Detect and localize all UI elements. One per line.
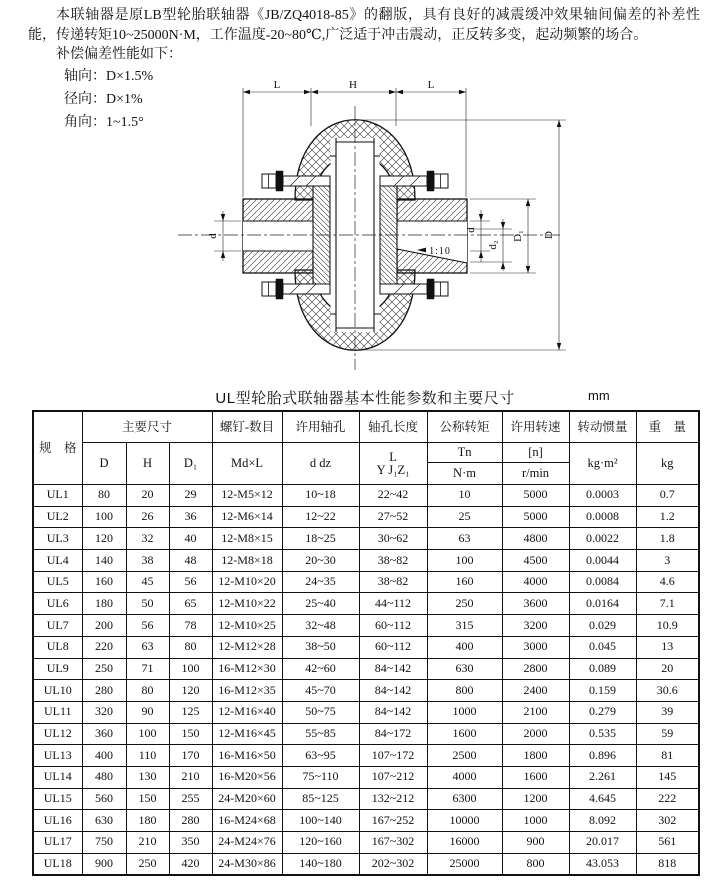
value-cell: 800 xyxy=(502,853,569,875)
value-cell: 38~82 xyxy=(359,571,427,593)
table-row xyxy=(33,832,699,854)
value-cell: 3 xyxy=(636,550,699,572)
value-cell: 220 xyxy=(82,636,126,658)
spec-cell: UL8 xyxy=(33,636,82,658)
table-row xyxy=(33,853,699,875)
value-cell: 20 xyxy=(636,658,699,680)
value-cell: 44~112 xyxy=(359,593,427,615)
header-bore-sub: d dz xyxy=(282,443,359,485)
value-cell: 1600 xyxy=(427,723,502,745)
value-cell: 12-M10×25 xyxy=(212,615,282,637)
value-cell: 0.0084 xyxy=(569,571,636,593)
value-cell: 12-M10×20 xyxy=(212,571,282,593)
value-cell: 1000 xyxy=(502,810,569,832)
table-row xyxy=(33,571,699,593)
value-cell: 420 xyxy=(169,853,212,875)
spec-cell: UL5 xyxy=(33,571,82,593)
value-cell: 45 xyxy=(126,571,169,593)
value-cell: 10000 xyxy=(427,810,502,832)
header-bore: 许用轴孔 xyxy=(282,411,359,443)
value-cell: 100 xyxy=(126,723,169,745)
value-cell: 250 xyxy=(126,853,169,875)
value-cell: 30~62 xyxy=(359,528,427,550)
table-row xyxy=(33,723,699,745)
value-cell: 630 xyxy=(82,810,126,832)
spec-cell: UL14 xyxy=(33,766,82,788)
value-cell: 18~25 xyxy=(282,528,359,550)
value-cell: 10 xyxy=(427,485,502,507)
header-screws: 螺钉-数目 xyxy=(212,411,282,443)
value-cell: 63 xyxy=(427,528,502,550)
value-cell: 0.045 xyxy=(569,636,636,658)
header-bore-length-sub xyxy=(359,443,427,485)
table-body xyxy=(33,485,699,875)
value-cell: 400 xyxy=(427,636,502,658)
spec-cell: UL9 xyxy=(33,658,82,680)
value-cell: 0.029 xyxy=(569,615,636,637)
table-row xyxy=(33,506,699,528)
value-cell: 84~142 xyxy=(359,680,427,702)
value-cell: 140 xyxy=(82,550,126,572)
header-speed-sym: [n] xyxy=(502,443,569,463)
value-cell: 1.8 xyxy=(636,528,699,550)
spec-cell: UL6 xyxy=(33,593,82,615)
value-cell: 2800 xyxy=(502,658,569,680)
right-shaft xyxy=(397,199,467,273)
value-cell: 12~22 xyxy=(282,506,359,528)
value-cell: 81 xyxy=(636,745,699,767)
value-cell: 900 xyxy=(502,832,569,854)
value-cell: 20~30 xyxy=(282,550,359,572)
value-cell: 27~52 xyxy=(359,506,427,528)
spec-cell: UL10 xyxy=(33,680,82,702)
spec-cell: UL12 xyxy=(33,723,82,745)
spec-cell: UL7 xyxy=(33,615,82,637)
value-cell: 107~172 xyxy=(359,745,427,767)
value-cell: 42~60 xyxy=(282,658,359,680)
header-speed-unit: r/min xyxy=(502,463,569,485)
perf-angular: 角向：1~1.5° xyxy=(64,114,144,130)
spec-cell: UL11 xyxy=(33,701,82,723)
bore-length-types: Y J₁Z₁ xyxy=(376,462,410,477)
value-cell: 80 xyxy=(82,485,126,507)
value-cell: 16-M16×50 xyxy=(212,745,282,767)
value-cell: 43.053 xyxy=(569,853,636,875)
value-cell: 78 xyxy=(169,615,212,637)
header-h: H xyxy=(126,443,169,485)
value-cell: 32~48 xyxy=(282,615,359,637)
parameters-table xyxy=(32,410,700,876)
dim-mid-length: H xyxy=(349,79,357,91)
value-cell: 56 xyxy=(126,615,169,637)
value-cell: 85~125 xyxy=(282,788,359,810)
value-cell: 38~50 xyxy=(282,636,359,658)
value-cell: 132~212 xyxy=(359,788,427,810)
header-torque: 公称转矩 xyxy=(427,411,502,443)
value-cell: 84~172 xyxy=(359,723,427,745)
value-cell: 29 xyxy=(169,485,212,507)
value-cell: 180 xyxy=(126,810,169,832)
table-row xyxy=(33,680,699,702)
table-row xyxy=(33,636,699,658)
value-cell: 750 xyxy=(82,832,126,854)
spec-cell: UL2 xyxy=(33,506,82,528)
value-cell: 250 xyxy=(427,593,502,615)
value-cell: 45~70 xyxy=(282,680,359,702)
value-cell: 3600 xyxy=(502,593,569,615)
value-cell: 2400 xyxy=(502,680,569,702)
value-cell: 60~112 xyxy=(359,615,427,637)
value-cell: 55~85 xyxy=(282,723,359,745)
taper-label: 1:10 xyxy=(429,246,451,257)
value-cell: 63 xyxy=(126,636,169,658)
table-row xyxy=(33,615,699,637)
value-cell: 210 xyxy=(126,832,169,854)
value-cell: 0.279 xyxy=(569,701,636,723)
value-cell: 0.0003 xyxy=(569,485,636,507)
value-cell: 50 xyxy=(126,593,169,615)
value-cell: 167~252 xyxy=(359,810,427,832)
spec-cell: UL3 xyxy=(33,528,82,550)
spec-cell: UL1 xyxy=(33,485,82,507)
spec-cell: UL17 xyxy=(33,832,82,854)
coupling-section-drawing xyxy=(0,78,726,390)
value-cell: 2100 xyxy=(502,701,569,723)
table-row xyxy=(33,593,699,615)
value-cell: 24-M24×76 xyxy=(212,832,282,854)
value-cell: 1000 xyxy=(427,701,502,723)
value-cell: 4000 xyxy=(427,766,502,788)
value-cell: 5000 xyxy=(502,506,569,528)
value-cell: 900 xyxy=(82,853,126,875)
table-row xyxy=(33,810,699,832)
value-cell: 1800 xyxy=(502,745,569,767)
value-cell: 25 xyxy=(427,506,502,528)
value-cell: 65 xyxy=(169,593,212,615)
table-row xyxy=(33,485,699,507)
header-spec: 规 格 xyxy=(33,411,82,485)
value-cell: 200 xyxy=(82,615,126,637)
spec-cell: UL15 xyxy=(33,788,82,810)
perf-radial: 径向：D×1% xyxy=(64,91,143,107)
table-row xyxy=(33,766,699,788)
table-row xyxy=(33,788,699,810)
value-cell: 255 xyxy=(169,788,212,810)
value-cell: 20 xyxy=(126,485,169,507)
spec-cell: UL4 xyxy=(33,550,82,572)
value-cell: 12-M16×45 xyxy=(212,723,282,745)
value-cell: 320 xyxy=(82,701,126,723)
value-cell: 170 xyxy=(169,745,212,767)
value-cell: 22~42 xyxy=(359,485,427,507)
value-cell: 0.0044 xyxy=(569,550,636,572)
value-cell: 10~18 xyxy=(282,485,359,507)
dim-bore-taper: d₂ xyxy=(487,240,499,250)
value-cell: 0.0022 xyxy=(569,528,636,550)
perf-intro: 补偿偏差性能如下： xyxy=(56,47,182,62)
value-cell: 13 xyxy=(636,636,699,658)
dim-hub-dia: D₁ xyxy=(512,230,524,242)
table-header xyxy=(33,411,699,485)
value-cell: 10.9 xyxy=(636,615,699,637)
value-cell: 80 xyxy=(126,680,169,702)
value-cell: 16-M12×35 xyxy=(212,680,282,702)
value-cell: 120~160 xyxy=(282,832,359,854)
value-cell: 125 xyxy=(169,701,212,723)
value-cell: 6300 xyxy=(427,788,502,810)
value-cell: 210 xyxy=(169,766,212,788)
dim-right-length: L xyxy=(427,79,435,91)
value-cell: 7.1 xyxy=(636,593,699,615)
value-cell: 280 xyxy=(169,810,212,832)
value-cell: 630 xyxy=(427,658,502,680)
value-cell: 38 xyxy=(126,550,169,572)
value-cell: 160 xyxy=(82,571,126,593)
value-cell: 280 xyxy=(82,680,126,702)
value-cell: 24-M20×60 xyxy=(212,788,282,810)
value-cell: 120 xyxy=(169,680,212,702)
value-cell: 12-M10×22 xyxy=(212,593,282,615)
table-unit: mm xyxy=(588,388,610,403)
value-cell: 12-M8×18 xyxy=(212,550,282,572)
header-speed: 许用转速 xyxy=(502,411,569,443)
value-cell: 38~82 xyxy=(359,550,427,572)
value-cell: 315 xyxy=(427,615,502,637)
value-cell: 167~302 xyxy=(359,832,427,854)
value-cell: 2500 xyxy=(427,745,502,767)
value-cell: 26 xyxy=(126,506,169,528)
value-cell: 0.089 xyxy=(569,658,636,680)
value-cell: 16-M24×68 xyxy=(212,810,282,832)
dim-bore-right: d xyxy=(465,227,477,233)
value-cell: 16000 xyxy=(427,832,502,854)
header-bore-length: 轴孔长度 xyxy=(359,411,427,443)
value-cell: 145 xyxy=(636,766,699,788)
value-cell: 360 xyxy=(82,723,126,745)
value-cell: 84~142 xyxy=(359,701,427,723)
header-d: D xyxy=(82,443,126,485)
header-main-dims: 主要尺寸 xyxy=(82,411,212,443)
value-cell: 8.092 xyxy=(569,810,636,832)
value-cell: 12-M16×40 xyxy=(212,701,282,723)
value-cell: 100 xyxy=(427,550,502,572)
value-cell: 80 xyxy=(169,636,212,658)
spec-cell: UL16 xyxy=(33,810,82,832)
value-cell: 120 xyxy=(82,528,126,550)
value-cell: 50~75 xyxy=(282,701,359,723)
value-cell: 350 xyxy=(169,832,212,854)
value-cell: 32 xyxy=(126,528,169,550)
value-cell: 400 xyxy=(82,745,126,767)
left-shaft xyxy=(243,199,313,273)
value-cell: 12-M6×14 xyxy=(212,506,282,528)
value-cell: 16-M20×56 xyxy=(212,766,282,788)
value-cell: 160 xyxy=(427,571,502,593)
table-title: UL型轮胎式联轴器基本性能参数和主要尺寸 xyxy=(215,390,515,407)
value-cell: 150 xyxy=(126,788,169,810)
value-cell: 30.6 xyxy=(636,680,699,702)
value-cell: 180 xyxy=(82,593,126,615)
header-weight: 重 量 xyxy=(636,411,699,443)
value-cell: 800 xyxy=(427,680,502,702)
header-torque-sym: Tn xyxy=(427,443,502,463)
value-cell: 60~112 xyxy=(359,636,427,658)
value-cell: 100~140 xyxy=(282,810,359,832)
table-row xyxy=(33,658,699,680)
value-cell: 1600 xyxy=(502,766,569,788)
intro-paragraph: 本联轴器是原LB型轮胎联轴器《JB/ZQ4018-85》的翻版，具有良好的减震缓冲效果轴间偏差的补差性能，传递转矩10~25000N·M，工作温度-20~80℃,广泛适于冲击震动，正反转多变，起动频繁的场合。 xyxy=(28,8,700,43)
value-cell: 40 xyxy=(169,528,212,550)
value-cell: 2000 xyxy=(502,723,569,745)
value-cell: 39 xyxy=(636,701,699,723)
value-cell: 560 xyxy=(82,788,126,810)
value-cell: 20.017 xyxy=(569,832,636,854)
value-cell: 2.261 xyxy=(569,766,636,788)
table-title-row xyxy=(32,387,698,407)
header-inertia: 转动惯量 xyxy=(569,411,636,443)
value-cell: 0.535 xyxy=(569,723,636,745)
value-cell: 90 xyxy=(126,701,169,723)
spec-cell: UL13 xyxy=(33,745,82,767)
value-cell: 202~302 xyxy=(359,853,427,875)
value-cell: 4.6 xyxy=(636,571,699,593)
header-weight-unit: kg xyxy=(636,443,699,485)
value-cell: 84~142 xyxy=(359,658,427,680)
header-screws-sub: Md×L xyxy=(212,443,282,485)
table-row xyxy=(33,528,699,550)
value-cell: 561 xyxy=(636,832,699,854)
dim-bore-left: d xyxy=(207,233,219,239)
value-cell: 100 xyxy=(82,506,126,528)
value-cell: 12-M8×15 xyxy=(212,528,282,550)
value-cell: 36 xyxy=(169,506,212,528)
value-cell: 1.2 xyxy=(636,506,699,528)
table-row xyxy=(33,745,699,767)
table-row xyxy=(33,701,699,723)
dim-outer-dia: D xyxy=(543,231,555,239)
value-cell: 130 xyxy=(126,766,169,788)
value-cell: 4000 xyxy=(502,571,569,593)
value-cell: 3000 xyxy=(502,636,569,658)
value-cell: 1200 xyxy=(502,788,569,810)
table-row xyxy=(33,550,699,572)
header-d1: D₁ xyxy=(169,443,212,485)
value-cell: 56 xyxy=(169,571,212,593)
value-cell: 0.896 xyxy=(569,745,636,767)
value-cell: 3200 xyxy=(502,615,569,637)
value-cell: 0.159 xyxy=(569,680,636,702)
value-cell: 0.7 xyxy=(636,485,699,507)
bore-length-l: L xyxy=(389,449,397,464)
value-cell: 250 xyxy=(82,658,126,680)
value-cell: 59 xyxy=(636,723,699,745)
value-cell: 302 xyxy=(636,810,699,832)
value-cell: 818 xyxy=(636,853,699,875)
value-cell: 140~180 xyxy=(282,853,359,875)
value-cell: 48 xyxy=(169,550,212,572)
value-cell: 110 xyxy=(126,745,169,767)
header-inertia-unit: kg·m² xyxy=(569,443,636,485)
value-cell: 25000 xyxy=(427,853,502,875)
value-cell: 4500 xyxy=(502,550,569,572)
value-cell: 24~35 xyxy=(282,571,359,593)
spec-cell: UL18 xyxy=(33,853,82,875)
value-cell: 24-M30×86 xyxy=(212,853,282,875)
value-cell: 150 xyxy=(169,723,212,745)
value-cell: 12-M5×12 xyxy=(212,485,282,507)
value-cell: 222 xyxy=(636,788,699,810)
value-cell: 4800 xyxy=(502,528,569,550)
dim-left-length: L xyxy=(273,79,281,91)
value-cell: 75~110 xyxy=(282,766,359,788)
value-cell: 0.0008 xyxy=(569,506,636,528)
value-cell: 100 xyxy=(169,658,212,680)
value-cell: 0.0164 xyxy=(569,593,636,615)
value-cell: 4.645 xyxy=(569,788,636,810)
value-cell: 12-M12×28 xyxy=(212,636,282,658)
value-cell: 480 xyxy=(82,766,126,788)
value-cell: 5000 xyxy=(502,485,569,507)
header-torque-unit: N·m xyxy=(427,463,502,485)
value-cell: 71 xyxy=(126,658,169,680)
value-cell: 63~95 xyxy=(282,745,359,767)
value-cell: 16-M12×30 xyxy=(212,658,282,680)
value-cell: 107~212 xyxy=(359,766,427,788)
perf-axial: 轴向：D×1.5% xyxy=(64,68,154,84)
value-cell: 25~40 xyxy=(282,593,359,615)
